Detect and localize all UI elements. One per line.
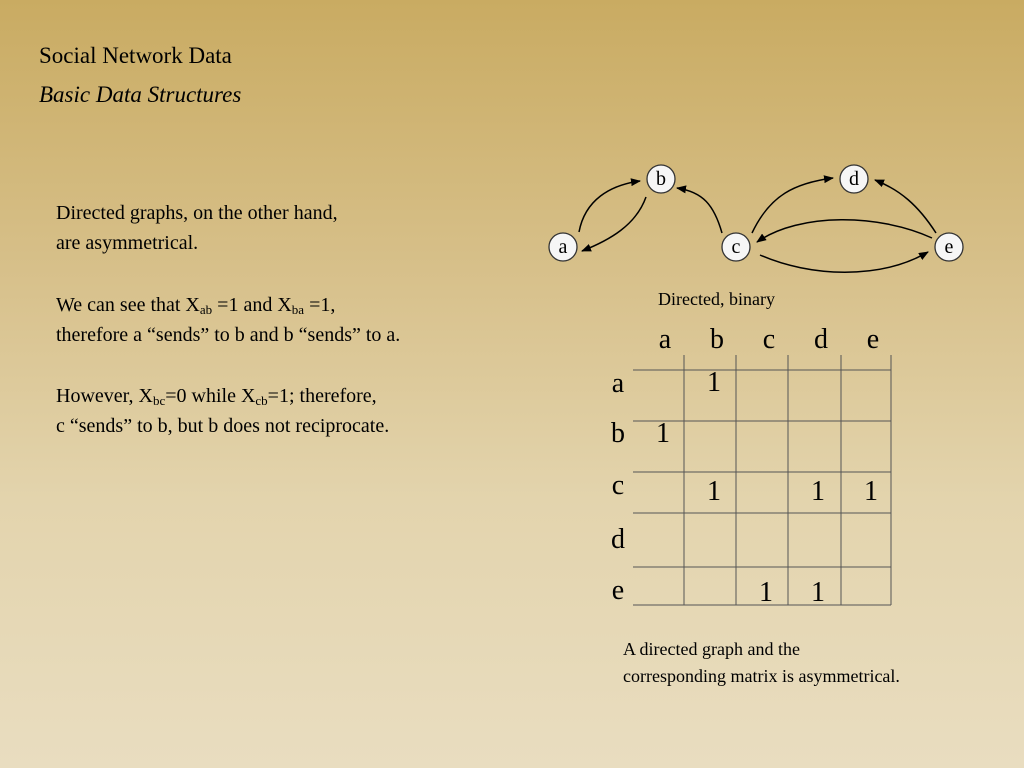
subscript: cb bbox=[255, 393, 268, 408]
matrix-cell-a-b: 1 bbox=[707, 367, 721, 398]
edge-c-to-b bbox=[677, 188, 722, 233]
matrix-row-label: e bbox=[611, 575, 625, 606]
graph-edges bbox=[579, 178, 936, 272]
edge-c-to-d bbox=[752, 178, 833, 233]
matrix-row-label: a bbox=[611, 368, 625, 399]
node-b bbox=[647, 165, 675, 193]
matrix-cell-e-d: 1 bbox=[811, 577, 825, 608]
matrix-cell-b-a: 1 bbox=[656, 418, 670, 449]
paragraph-text: =1; therefore, bbox=[267, 385, 377, 407]
subscript: ba bbox=[291, 302, 305, 317]
matrix-cell-c-d: 1 bbox=[811, 476, 825, 507]
matrix-column-label: c bbox=[762, 324, 776, 355]
node-c bbox=[722, 233, 750, 261]
node-e bbox=[935, 233, 963, 261]
matrix-cell-c-e: 1 bbox=[864, 476, 878, 507]
matrix-cell-c-b: 1 bbox=[707, 476, 721, 507]
node-label: a bbox=[558, 236, 568, 258]
matrix-row-label: d bbox=[611, 524, 625, 555]
edge-e-to-c bbox=[757, 220, 932, 242]
paragraph-text: =0 while X bbox=[165, 385, 256, 407]
adjacency-matrix bbox=[633, 355, 895, 607]
graph-nodes bbox=[549, 165, 963, 261]
edge-e-to-d bbox=[875, 180, 936, 233]
node-label: c bbox=[731, 236, 741, 258]
paragraph-line: are asymmetrical. bbox=[56, 232, 199, 254]
paragraph-text: However, X bbox=[56, 385, 153, 407]
subscript: bc bbox=[152, 393, 166, 408]
paragraph-text: =1, bbox=[304, 294, 336, 316]
node-label: b bbox=[656, 168, 666, 190]
matrix-caption bbox=[623, 636, 1003, 690]
edge-c-to-e bbox=[760, 252, 928, 272]
matrix-column-label: d bbox=[814, 324, 828, 355]
matrix-column-label: b bbox=[710, 324, 724, 355]
slide-subtitle: Basic Data Structures bbox=[39, 82, 242, 107]
paragraph-line: therefore a “sends” to b and b “sends” to a. bbox=[56, 324, 401, 346]
graph-caption: Directed, binary bbox=[658, 289, 775, 309]
node-d bbox=[840, 165, 868, 193]
subscript: ab bbox=[199, 302, 213, 317]
slide-title: Social Network Data bbox=[39, 43, 232, 68]
node-label: d bbox=[849, 168, 859, 190]
node-a bbox=[549, 233, 577, 261]
matrix-column-label: a bbox=[658, 324, 672, 355]
matrix-cell-e-c: 1 bbox=[759, 577, 773, 608]
caption-line: A directed graph and the bbox=[623, 639, 800, 659]
paragraph-text: =1 and X bbox=[212, 294, 292, 316]
node-label: e bbox=[944, 236, 954, 258]
matrix-row-label: b bbox=[611, 418, 625, 449]
matrix-column-label: e bbox=[866, 324, 880, 355]
matrix-row-label: c bbox=[611, 470, 625, 501]
paragraph-line: Directed graphs, on the other hand, bbox=[56, 202, 338, 224]
caption-line: corresponding matrix is asymmetrical. bbox=[623, 666, 900, 686]
directed-graph bbox=[0, 0, 1024, 330]
paragraph-line: c “sends” to b, but b does not reciprocate. bbox=[56, 415, 390, 437]
paragraph-xbc-example bbox=[56, 381, 389, 441]
paragraph-text: We can see that X bbox=[56, 294, 200, 316]
edge-a-to-b bbox=[579, 181, 640, 232]
